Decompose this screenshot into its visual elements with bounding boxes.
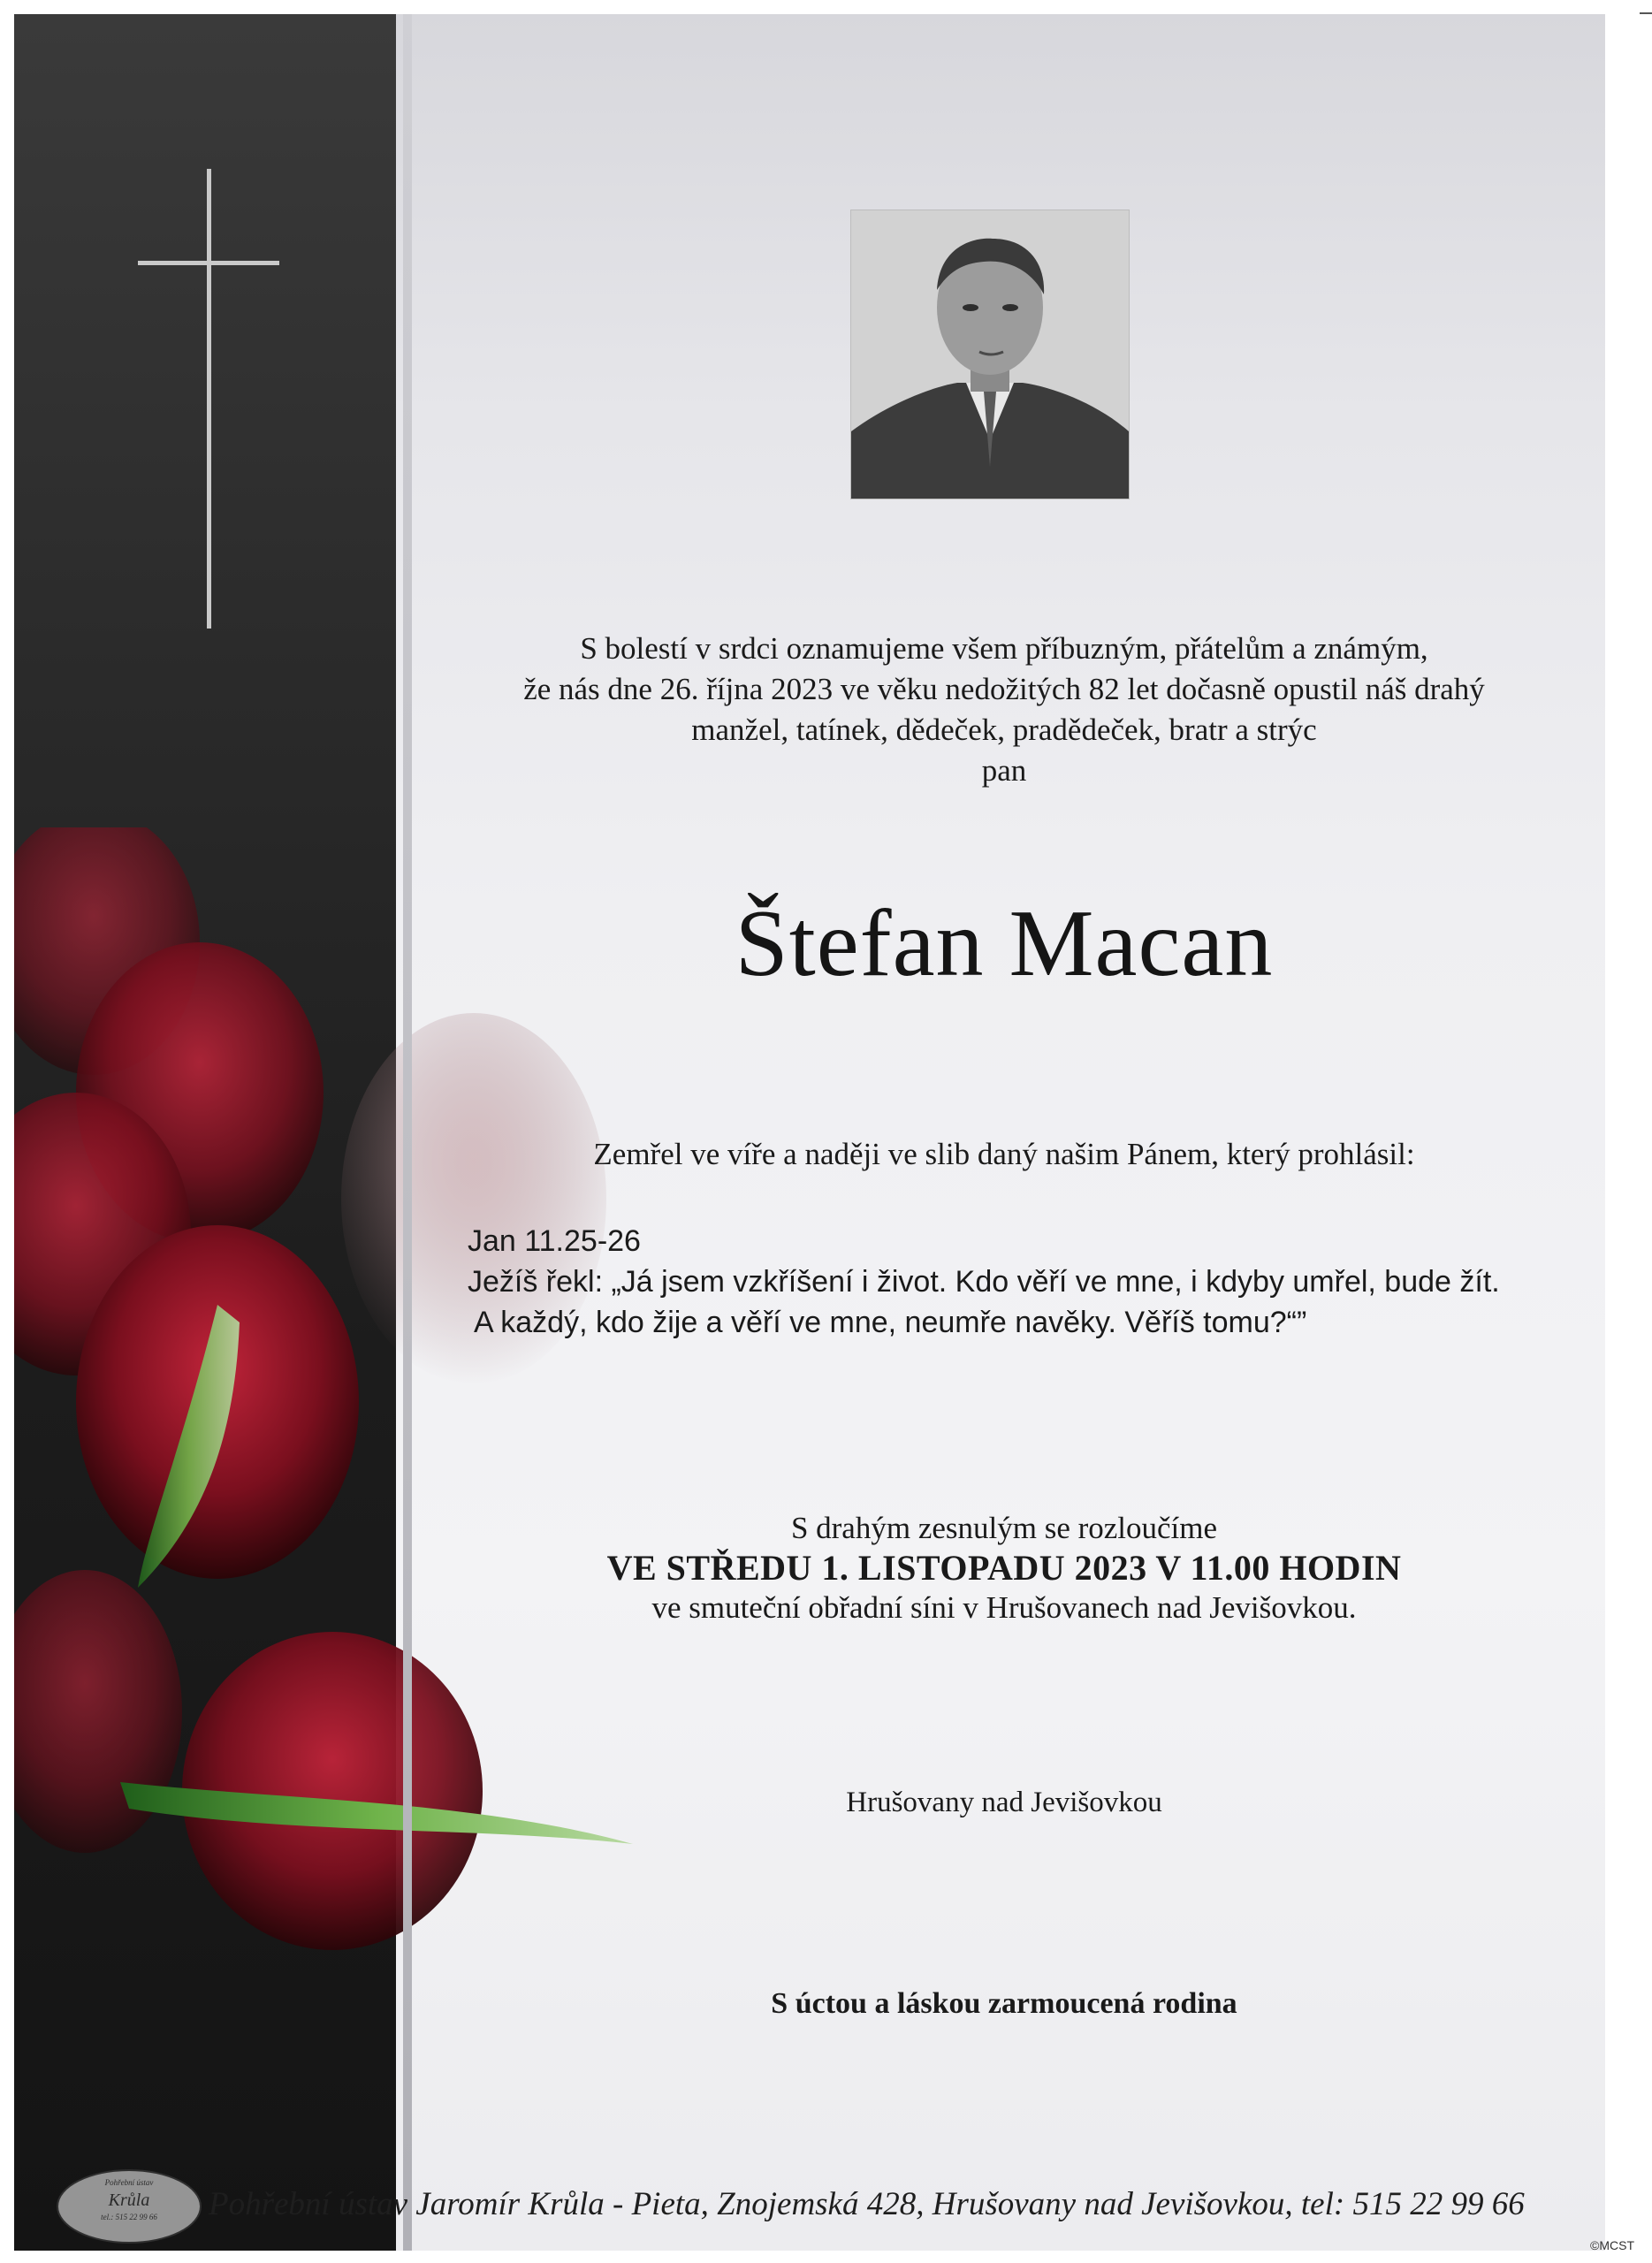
farewell-date: VE STŘEDU 1. LISTOPADU 2023 V 11.00 HODIN <box>606 1548 1402 1588</box>
family-signature: S úctou a láskou zarmoucená rodina <box>771 1987 1237 2020</box>
stamp-line: tel.: 515 22 99 66 <box>101 2213 157 2221</box>
stamp-line: Pohřební ústav <box>104 2178 154 2187</box>
scan-edge-mark <box>1640 12 1652 14</box>
farewell-intro: S drahým zesnulým se rozloučíme <box>790 1511 1218 1545</box>
faith-statement: Zemřel ve víře a naději ve slib daný našim Pánem, který prohlásil: <box>593 1137 1415 1171</box>
copyright: ©MCST <box>1590 2238 1634 2252</box>
farewell-info <box>430 1508 1579 1627</box>
announcement-line: manžel, tatínek, dědeček, pradědeček, bratr a strýc <box>691 712 1317 747</box>
announcement-line: že nás dne 26. října 2023 ve věku nedožitých 82 let dočasně opustil náš drahý <box>523 672 1485 706</box>
scripture-line: A každý, kdo žije a věří ve mne, neumře navěky. Věříš tomu?“” <box>474 1306 1307 1339</box>
stamp-line: Krůla <box>108 2191 150 2210</box>
divider-stripe <box>403 14 412 2251</box>
cross-icon <box>138 169 279 629</box>
obituary-page <box>14 14 1605 2251</box>
portrait-photo <box>850 210 1130 499</box>
farewell-location: ve smuteční obřadní síni v Hrušovanech nad Jevišovkou. <box>651 1590 1357 1625</box>
announcement-line: pan <box>981 753 1027 788</box>
funeral-home-stamp <box>57 2169 202 2244</box>
scripture-quote <box>456 1221 1605 1343</box>
funeral-home-contact: Pohřební ústav Jaromír Krůla - Pieta, Znojemská 428, Hrušovany nad Jevišovkou, tel: 515 22 99 66 <box>209 2186 1525 2222</box>
deceased-name: Štefan Macan <box>735 891 1274 996</box>
tulip-decoration <box>14 827 633 2153</box>
announcement-line: S bolestí v srdci oznamujeme všem příbuzným, přátelům a známým, <box>580 631 1428 666</box>
scripture-reference: Jan 11.25-26 <box>468 1224 641 1258</box>
scripture-line: Ježíš řekl: „Já jsem vzkříšení i život. Kdo věří ve mne, i kdyby umřel, bude žít. <box>468 1265 1500 1299</box>
footer <box>49 2169 1605 2249</box>
announcement <box>430 629 1579 791</box>
place: Hrušovany nad Jevišovkou <box>846 1787 1162 1818</box>
